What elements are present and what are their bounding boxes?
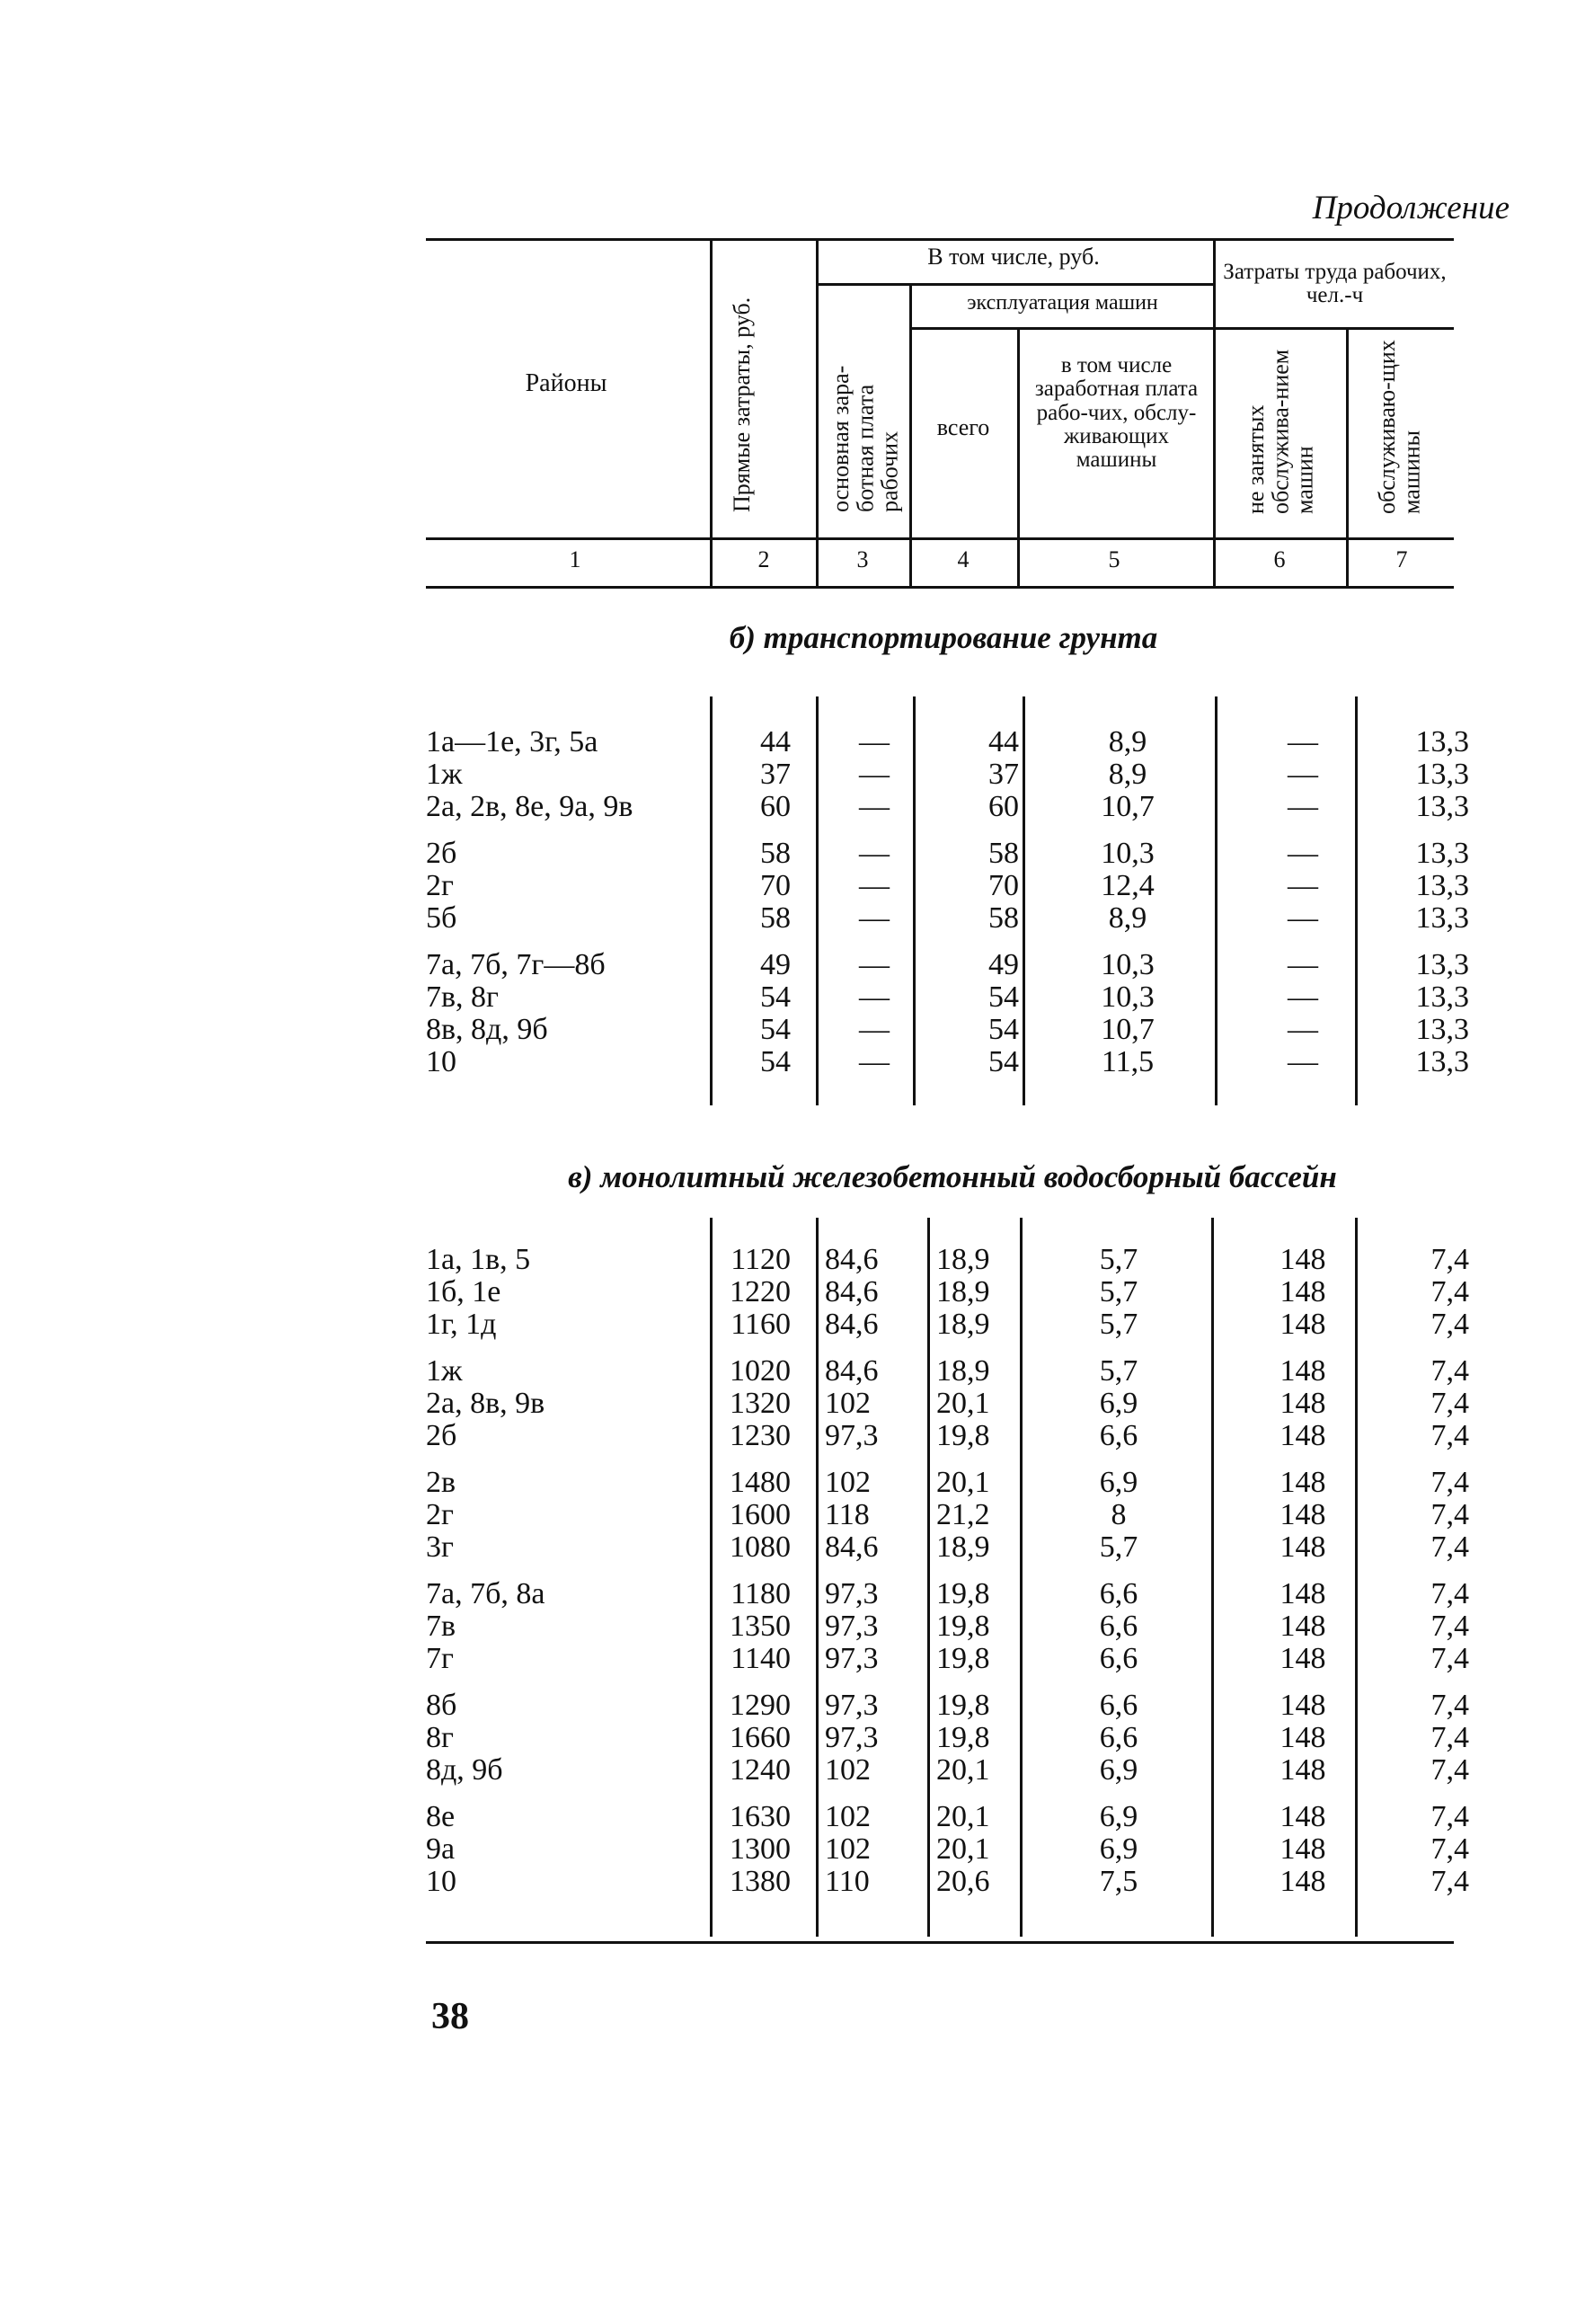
- table-row: [0, 1420, 1585, 1452]
- cell-col2: 1180: [731, 1577, 791, 1610]
- cell-col5: 10,3: [1101, 948, 1155, 981]
- cell-col4: 18,9: [936, 1530, 990, 1564]
- cell-col2: 1020: [730, 1354, 791, 1388]
- cell-col6: 148: [1280, 1530, 1326, 1564]
- table-row: [0, 1801, 1585, 1833]
- cell-col1: 1ж: [426, 1354, 463, 1388]
- section-b-title: б) транспортирование грунта: [729, 620, 1158, 655]
- cell-col4: 19,8: [936, 1610, 990, 1643]
- cell-col4: 20,1: [936, 1753, 990, 1787]
- cell-col4: 19,8: [936, 1577, 990, 1610]
- cell-col5: 10,3: [1101, 837, 1155, 870]
- cell-col4: 19,8: [936, 1419, 990, 1452]
- cell-col2: 37: [760, 758, 791, 791]
- cell-col3: 102: [825, 1753, 871, 1787]
- cell-col7: 7,4: [1430, 1865, 1469, 1898]
- cell-col1: 9а: [426, 1832, 456, 1866]
- cell-col3: —: [859, 980, 890, 1014]
- cell-col3: —: [859, 837, 890, 870]
- cell-col2: 1350: [730, 1610, 791, 1643]
- cell-col7: 7,4: [1430, 1466, 1469, 1499]
- cell-col5: 6,6: [1099, 1610, 1138, 1643]
- cell-col6: 148: [1280, 1387, 1326, 1420]
- cell-col3: —: [859, 725, 890, 758]
- cell-col2: 1230: [730, 1419, 791, 1452]
- table-row: [0, 1754, 1585, 1787]
- cell-col5: 6,9: [1099, 1832, 1138, 1866]
- cell-col5: 8,9: [1108, 725, 1147, 758]
- cell-col7: 13,3: [1415, 758, 1469, 791]
- colnum-bottom-rule: [426, 586, 1454, 589]
- cell-col2: 54: [760, 980, 791, 1014]
- cell-col3: —: [859, 758, 890, 791]
- cell-col2: 1630: [730, 1800, 791, 1833]
- cell-col2: 1240: [730, 1753, 791, 1787]
- cell-col3: 84,6: [825, 1275, 879, 1308]
- colnum-3: 3: [856, 546, 869, 572]
- cell-col4: 18,9: [936, 1308, 990, 1341]
- cell-col5: 5,7: [1099, 1243, 1138, 1276]
- cell-col7: 7,4: [1430, 1689, 1469, 1722]
- cell-col7: 7,4: [1430, 1354, 1469, 1388]
- cell-col3: —: [859, 1013, 890, 1046]
- cell-col2: 1320: [730, 1387, 791, 1420]
- cell-col7: 7,4: [1430, 1275, 1469, 1308]
- cell-col4: 44: [988, 725, 1019, 758]
- cell-col7: 7,4: [1430, 1832, 1469, 1866]
- cell-col7: 7,4: [1430, 1308, 1469, 1341]
- cell-col7: 13,3: [1415, 1013, 1469, 1046]
- header-bottom-rule: [426, 537, 1454, 540]
- cell-col2: 1480: [730, 1466, 791, 1499]
- table-row: [0, 791, 1585, 823]
- cell-col2: 1300: [730, 1832, 791, 1866]
- cell-col3: —: [859, 901, 890, 935]
- cell-col5: 10,7: [1101, 1013, 1155, 1046]
- cell-col7: 13,3: [1415, 901, 1469, 935]
- cell-col4: 21,2: [936, 1498, 990, 1531]
- cell-col5: 5,7: [1099, 1530, 1138, 1564]
- colnum-2: 2: [757, 546, 770, 572]
- cell-col1: 7в: [426, 1610, 456, 1643]
- header-vline-4: [1017, 327, 1020, 586]
- cell-col1: 10: [426, 1045, 456, 1078]
- cell-col5: 6,9: [1099, 1753, 1138, 1787]
- table-row: [0, 1276, 1585, 1308]
- cell-col1: 2г: [426, 1498, 454, 1531]
- cell-col2: 1600: [730, 1498, 791, 1531]
- table-row: [0, 1578, 1585, 1610]
- cell-col4: 58: [988, 901, 1019, 935]
- table-row: [0, 1388, 1585, 1420]
- cell-col1: 1г, 1д: [426, 1308, 497, 1341]
- cell-col4: 18,9: [936, 1275, 990, 1308]
- cell-col5: 5,7: [1099, 1354, 1138, 1388]
- cell-col6: —: [1288, 758, 1318, 791]
- table-row: [0, 726, 1585, 758]
- cell-col6: 148: [1280, 1689, 1326, 1722]
- cell-col6: 148: [1280, 1610, 1326, 1643]
- cell-col1: 8е: [426, 1800, 456, 1833]
- cell-col3: 97,3: [825, 1689, 879, 1722]
- cell-col7: 13,3: [1415, 725, 1469, 758]
- cell-col7: 13,3: [1415, 948, 1469, 981]
- colnum-7: 7: [1395, 546, 1408, 572]
- cell-col3: 102: [825, 1466, 871, 1499]
- header-group-in-that: В том числе, руб.: [927, 244, 1100, 270]
- cell-col2: 49: [760, 948, 791, 981]
- cell-col6: —: [1288, 1045, 1318, 1078]
- cell-col3: 102: [825, 1387, 871, 1420]
- cell-col2: 54: [760, 1013, 791, 1046]
- cell-col3: 110: [825, 1865, 870, 1898]
- cell-col6: —: [1288, 948, 1318, 981]
- cell-col4: 58: [988, 837, 1019, 870]
- header-col1: Районы: [525, 369, 607, 397]
- cell-col3: 118: [825, 1498, 870, 1531]
- table-row: [0, 1355, 1585, 1388]
- cell-col1: 10: [426, 1865, 456, 1898]
- table-row: [0, 838, 1585, 870]
- cell-col4: 54: [988, 980, 1019, 1014]
- table-bottom-rule: [426, 1941, 1454, 1944]
- cell-col4: 18,9: [936, 1354, 990, 1388]
- table-row: [0, 1722, 1585, 1754]
- table-row: [0, 1308, 1585, 1341]
- cell-col5: 10,3: [1101, 980, 1155, 1014]
- cell-col7: 13,3: [1415, 1045, 1469, 1078]
- cell-col1: 2а, 2в, 8е, 9а, 9в: [426, 790, 633, 823]
- cell-col2: 1380: [730, 1865, 791, 1898]
- cell-col6: —: [1288, 980, 1318, 1014]
- cell-col4: 20,1: [936, 1800, 990, 1833]
- cell-col2: 1120: [731, 1243, 791, 1276]
- cell-col5: 12,4: [1101, 869, 1155, 902]
- cell-col3: —: [859, 948, 890, 981]
- cell-col1: 2г: [426, 869, 454, 902]
- cell-col4: 19,8: [936, 1689, 990, 1722]
- table-row: [0, 981, 1585, 1014]
- header-col4: всего: [936, 414, 990, 440]
- cell-col5: 8,9: [1108, 758, 1147, 791]
- cell-col1: 3г: [426, 1530, 454, 1564]
- header-vline-6: [1346, 327, 1349, 586]
- cell-col1: 8б: [426, 1689, 457, 1722]
- table-row: [0, 902, 1585, 935]
- cell-col7: 13,3: [1415, 980, 1469, 1014]
- table-row: [0, 1499, 1585, 1531]
- cell-col1: 2б: [426, 1419, 457, 1452]
- cell-col4: 20,6: [936, 1865, 990, 1898]
- cell-col3: 84,6: [825, 1243, 879, 1276]
- cell-col5: 6,6: [1099, 1642, 1138, 1675]
- cell-col6: 148: [1280, 1865, 1326, 1898]
- table-row: [0, 949, 1585, 981]
- cell-col1: 2в: [426, 1466, 456, 1499]
- cell-col7: 13,3: [1415, 837, 1469, 870]
- cell-col2: 1290: [730, 1689, 791, 1722]
- cell-col5: 6,9: [1099, 1800, 1138, 1833]
- cell-col3: 84,6: [825, 1354, 879, 1388]
- cell-col1: 8в, 8д, 9б: [426, 1013, 548, 1046]
- cell-col1: 1а, 1в, 5: [426, 1243, 531, 1276]
- cell-col7: 7,4: [1430, 1498, 1469, 1531]
- cell-col5: 8,9: [1108, 901, 1147, 935]
- cell-col7: 13,3: [1415, 790, 1469, 823]
- cell-col3: 102: [825, 1832, 871, 1866]
- cell-col4: 54: [988, 1045, 1019, 1078]
- cell-col4: 19,8: [936, 1721, 990, 1754]
- cell-col7: 7,4: [1430, 1800, 1469, 1833]
- page-number: 38: [431, 1996, 469, 2037]
- cell-col6: 148: [1280, 1800, 1326, 1833]
- cell-col3: 102: [825, 1800, 871, 1833]
- cell-col5: 6,6: [1099, 1689, 1138, 1722]
- cell-col1: 7г: [426, 1642, 454, 1675]
- cell-col6: —: [1288, 837, 1318, 870]
- continuation-label: Продолжение: [1312, 190, 1510, 226]
- cell-col7: 7,4: [1430, 1721, 1469, 1754]
- cell-col6: 148: [1280, 1498, 1326, 1531]
- cell-col6: 148: [1280, 1753, 1326, 1787]
- cell-col3: 97,3: [825, 1419, 879, 1452]
- cell-col3: 97,3: [825, 1577, 879, 1610]
- cell-col1: 1б, 1е: [426, 1275, 501, 1308]
- table-row: [0, 1531, 1585, 1564]
- cell-col3: 84,6: [825, 1308, 879, 1341]
- header-vline-2: [816, 238, 819, 586]
- table-row: [0, 1244, 1585, 1276]
- cell-col6: 148: [1280, 1721, 1326, 1754]
- cell-col6: —: [1288, 725, 1318, 758]
- cell-col6: 148: [1280, 1577, 1326, 1610]
- header-col6: не занятых обслужива-нием машин: [1243, 349, 1318, 514]
- table-row: [0, 1014, 1585, 1046]
- header-col3: основная зара-ботная плата рабочих: [828, 365, 903, 512]
- cell-col2: 1140: [731, 1642, 791, 1675]
- cell-col2: 70: [760, 869, 791, 902]
- header-group-machines: эксплуатация машин: [967, 291, 1158, 315]
- cell-col4: 60: [988, 790, 1019, 823]
- cell-col6: 148: [1280, 1308, 1326, 1341]
- header-vline-1: [710, 238, 713, 586]
- cell-col6: 148: [1280, 1243, 1326, 1276]
- cell-col4: 49: [988, 948, 1019, 981]
- cell-col1: 1ж: [426, 758, 463, 791]
- cell-col4: 19,8: [936, 1642, 990, 1675]
- cell-col5: 6,6: [1099, 1577, 1138, 1610]
- cell-col6: 148: [1280, 1642, 1326, 1675]
- cell-col2: 58: [760, 837, 791, 870]
- cell-col6: 148: [1280, 1275, 1326, 1308]
- cell-col5: 6,9: [1099, 1387, 1138, 1420]
- table-row: [0, 1833, 1585, 1866]
- cell-col4: 54: [988, 1013, 1019, 1046]
- table-row: [0, 1467, 1585, 1499]
- cell-col6: 148: [1280, 1419, 1326, 1452]
- cell-col3: —: [859, 1045, 890, 1078]
- cell-col4: 18,9: [936, 1243, 990, 1276]
- cell-col6: —: [1288, 901, 1318, 935]
- colnum-5: 5: [1108, 546, 1120, 572]
- cell-col1: 7в, 8г: [426, 980, 499, 1014]
- cell-col7: 7,4: [1430, 1753, 1469, 1787]
- cell-col4: 70: [988, 869, 1019, 902]
- cell-col6: —: [1288, 869, 1318, 902]
- cell-col4: 37: [988, 758, 1019, 791]
- cell-col5: 5,7: [1099, 1308, 1138, 1341]
- header-col5: в том числе заработная плата рабо-чих, обслу-живающих машины: [1034, 353, 1199, 472]
- cell-col2: 1080: [730, 1530, 791, 1564]
- cell-col1: 8г: [426, 1721, 454, 1754]
- cell-col5: 10,7: [1101, 790, 1155, 823]
- header-mid-rule-machines: [909, 327, 1213, 330]
- cell-col1: 7а, 7б, 8а: [426, 1577, 545, 1610]
- cell-col7: 7,4: [1430, 1577, 1469, 1610]
- cell-col6: 148: [1280, 1354, 1326, 1388]
- section-v-title: в) монолитный железобетонный водосборный бассейн: [568, 1159, 1337, 1194]
- table-row: [0, 870, 1585, 902]
- table-row: [0, 1046, 1585, 1078]
- cell-col3: —: [859, 869, 890, 902]
- header-vline-3: [909, 283, 912, 586]
- cell-col7: 7,4: [1430, 1387, 1469, 1420]
- cell-col7: 7,4: [1430, 1419, 1469, 1452]
- cell-col5: 5,7: [1099, 1275, 1138, 1308]
- cell-col7: 7,4: [1430, 1530, 1469, 1564]
- header-mid-rule-labor: [1213, 327, 1454, 330]
- cell-col2: 60: [760, 790, 791, 823]
- cell-col2: 58: [760, 901, 791, 935]
- cell-col5: 6,6: [1099, 1419, 1138, 1452]
- cell-col1: 1а—1е, 3г, 5а: [426, 725, 598, 758]
- header-vline-5: [1213, 238, 1216, 586]
- cell-col1: 2а, 8в, 9в: [426, 1387, 545, 1420]
- cell-col2: 1660: [730, 1721, 791, 1754]
- cell-col4: 20,1: [936, 1466, 990, 1499]
- cell-col3: 84,6: [825, 1530, 879, 1564]
- cell-col7: 13,3: [1415, 869, 1469, 902]
- cell-col2: 1220: [730, 1275, 791, 1308]
- cell-col7: 7,4: [1430, 1243, 1469, 1276]
- table-row: [0, 1643, 1585, 1675]
- cell-col5: 8: [1111, 1498, 1127, 1531]
- cell-col3: 97,3: [825, 1721, 879, 1754]
- colnum-1: 1: [569, 546, 581, 572]
- cell-col5: 7,5: [1099, 1865, 1138, 1898]
- cell-col2: 1160: [731, 1308, 791, 1341]
- cell-col1: 7а, 7б, 7г—8б: [426, 948, 606, 981]
- cell-col1: 2б: [426, 837, 457, 870]
- table-row: [0, 1610, 1585, 1643]
- table-row: [0, 1690, 1585, 1722]
- cell-col6: —: [1288, 790, 1318, 823]
- colnum-4: 4: [957, 546, 970, 572]
- cell-col6: 148: [1280, 1832, 1326, 1866]
- cell-col3: —: [859, 790, 890, 823]
- cell-col6: —: [1288, 1013, 1318, 1046]
- cell-col6: 148: [1280, 1466, 1326, 1499]
- header-top-rule: [426, 238, 1454, 241]
- header-group-labor: Затраты труда рабочих, чел.-ч: [1223, 260, 1447, 308]
- header-col2: Прямые затраты, руб.: [729, 297, 755, 512]
- table-row: [0, 758, 1585, 791]
- cell-col5: 11,5: [1101, 1045, 1155, 1078]
- cell-col5: 6,9: [1099, 1466, 1138, 1499]
- colnum-6: 6: [1273, 546, 1286, 572]
- cell-col2: 54: [760, 1045, 791, 1078]
- header-mid-rule-group: [816, 283, 1213, 286]
- cell-col7: 7,4: [1430, 1642, 1469, 1675]
- cell-col3: 97,3: [825, 1610, 879, 1643]
- table-row: [0, 1866, 1585, 1898]
- cell-col4: 20,1: [936, 1387, 990, 1420]
- cell-col5: 6,6: [1099, 1721, 1138, 1754]
- cell-col7: 7,4: [1430, 1610, 1469, 1643]
- cell-col3: 97,3: [825, 1642, 879, 1675]
- cell-col2: 44: [760, 725, 791, 758]
- cell-col4: 20,1: [936, 1832, 990, 1866]
- cell-col1: 8д, 9б: [426, 1753, 503, 1787]
- header-col7: обслуживаю-щих машины: [1374, 340, 1425, 514]
- cell-col1: 5б: [426, 901, 457, 935]
